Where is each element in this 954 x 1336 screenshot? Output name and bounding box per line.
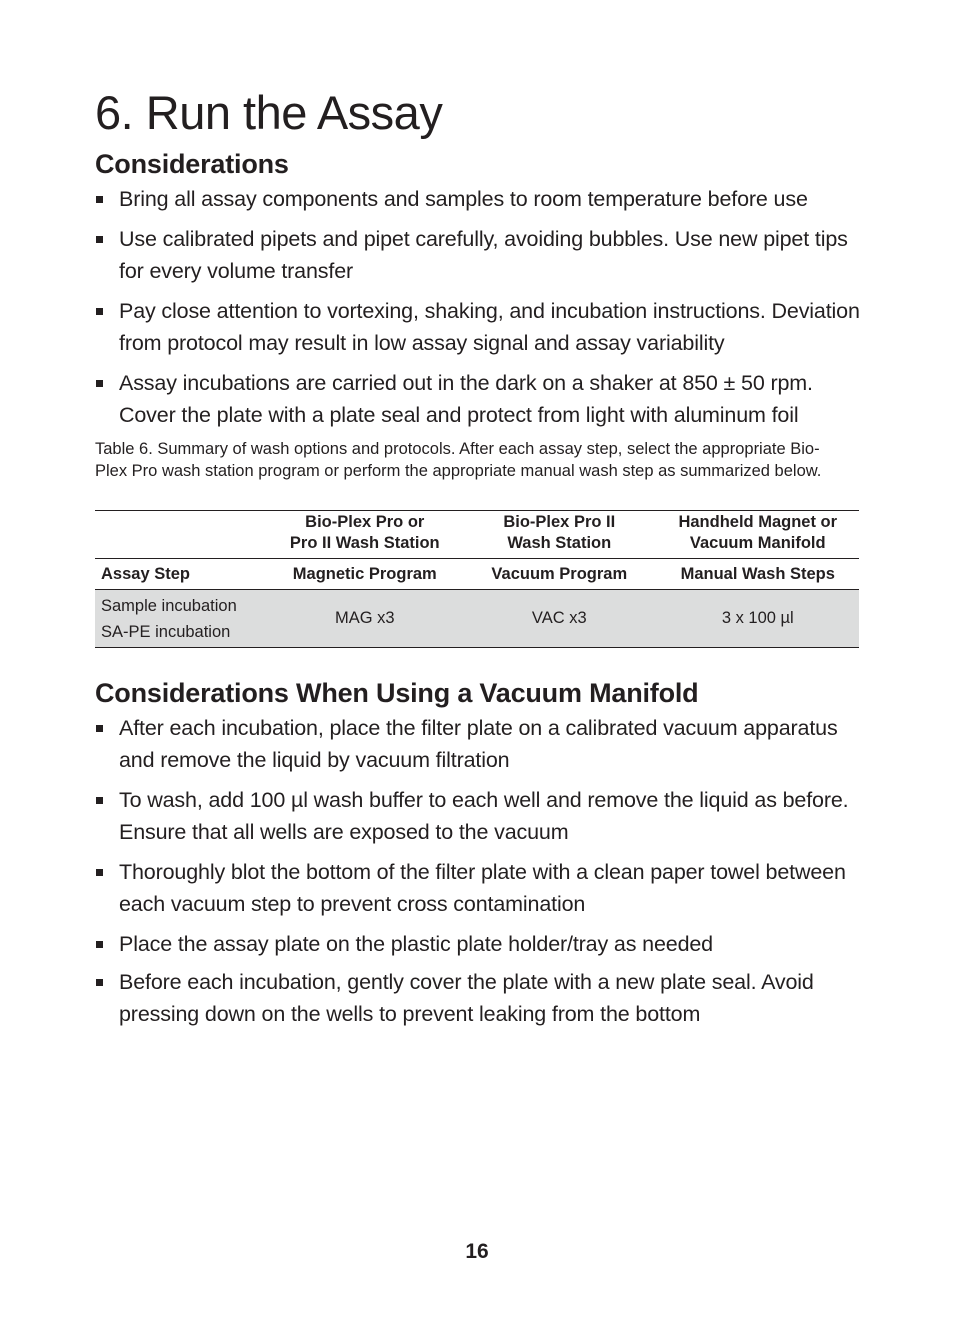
- table-header-cell: [657, 511, 859, 559]
- vacuum-considerations-heading: Considerations When Using a Vacuum Manifold: [95, 678, 699, 708]
- shaker-speed: 850 ± 50 rpm: [682, 371, 808, 395]
- page-number: 16: [465, 1240, 489, 1263]
- assay-step: SA-PE incubation: [101, 622, 231, 641]
- table-cell-vacuum: VAC x3: [462, 590, 656, 648]
- considerations-heading: Considerations: [95, 149, 289, 179]
- list-item: Before each incubation, gently cover the plate with a new plate seal. Avoid pressing down on the wells to prevent leaking from the bottom: [95, 966, 875, 1030]
- header-line: Handheld Magnet or Vacuum Manifold: [678, 513, 838, 552]
- header-line: Bio-Plex Pro II Wash Station: [503, 513, 616, 552]
- list-item: Pay close attention to vortexing, shaking, and incubation instructions. Deviation from protocol may result in low assay signal and assay variability: [95, 295, 875, 359]
- assay-step: Sample incubation: [101, 596, 237, 615]
- table-header-cell: [462, 511, 656, 559]
- table-caption-text: After each assay step, select the appropriate Bio-Plex Pro wash station program or perform the appropriate manual wash step as summarized below.: [95, 440, 822, 480]
- list-item: Place the assay plate on the plastic plate holder/tray as needed: [95, 928, 875, 960]
- table-header-cell: Magnetic Program: [267, 559, 462, 590]
- table-header-row: [95, 511, 859, 559]
- list-item: After each incubation, place the filter plate on a calibrated vacuum apparatus and remove the liquid by vacuum filtration: [95, 712, 875, 776]
- table-header-cell: Vacuum Program: [462, 559, 656, 590]
- table-caption: [95, 438, 835, 482]
- table-header-cell: [267, 511, 462, 559]
- table-subheader-row: [95, 559, 859, 590]
- considerations-list: [95, 183, 875, 439]
- page-title: 6. Run the Assay: [95, 86, 443, 139]
- header-line: Bio-Plex Pro or Pro II Wash Station: [289, 513, 440, 552]
- list-item: Bring all assay components and samples to room temperature before use: [95, 183, 875, 215]
- table-row: [95, 590, 859, 648]
- table-header-cell: [95, 511, 267, 559]
- table-cell-manual: 3 x 100 µl: [657, 590, 859, 648]
- table-caption-label: Table 6. Summary of wash options and protocols.: [95, 440, 456, 458]
- table-cell-assay-step: [95, 590, 267, 648]
- table-header-cell: Assay Step: [95, 559, 267, 590]
- table-cell-magnetic: MAG x3: [267, 590, 462, 648]
- table-header-cell: Manual Wash Steps: [657, 559, 859, 590]
- list-item: Use calibrated pipets and pipet carefully, avoiding bubbles. Use new pipet tips for every volume transfer: [95, 223, 875, 287]
- bullet-text: Assay incubations are carried out in the dark on a shaker at: [119, 371, 683, 395]
- wash-options-table: [95, 510, 859, 648]
- bullet-text: . Cover the plate with a plate seal and protect from light with aluminum foil: [119, 371, 813, 427]
- list-item: [95, 367, 875, 431]
- list-item: To wash, add 100 µl wash buffer to each well and remove the liquid as before. Ensure that all wells are exposed to the vacuum: [95, 784, 875, 848]
- vacuum-considerations-list: [95, 712, 875, 1038]
- list-item: Thoroughly blot the bottom of the filter plate with a clean paper towel between each vacuum step to prevent cross contamination: [95, 856, 875, 920]
